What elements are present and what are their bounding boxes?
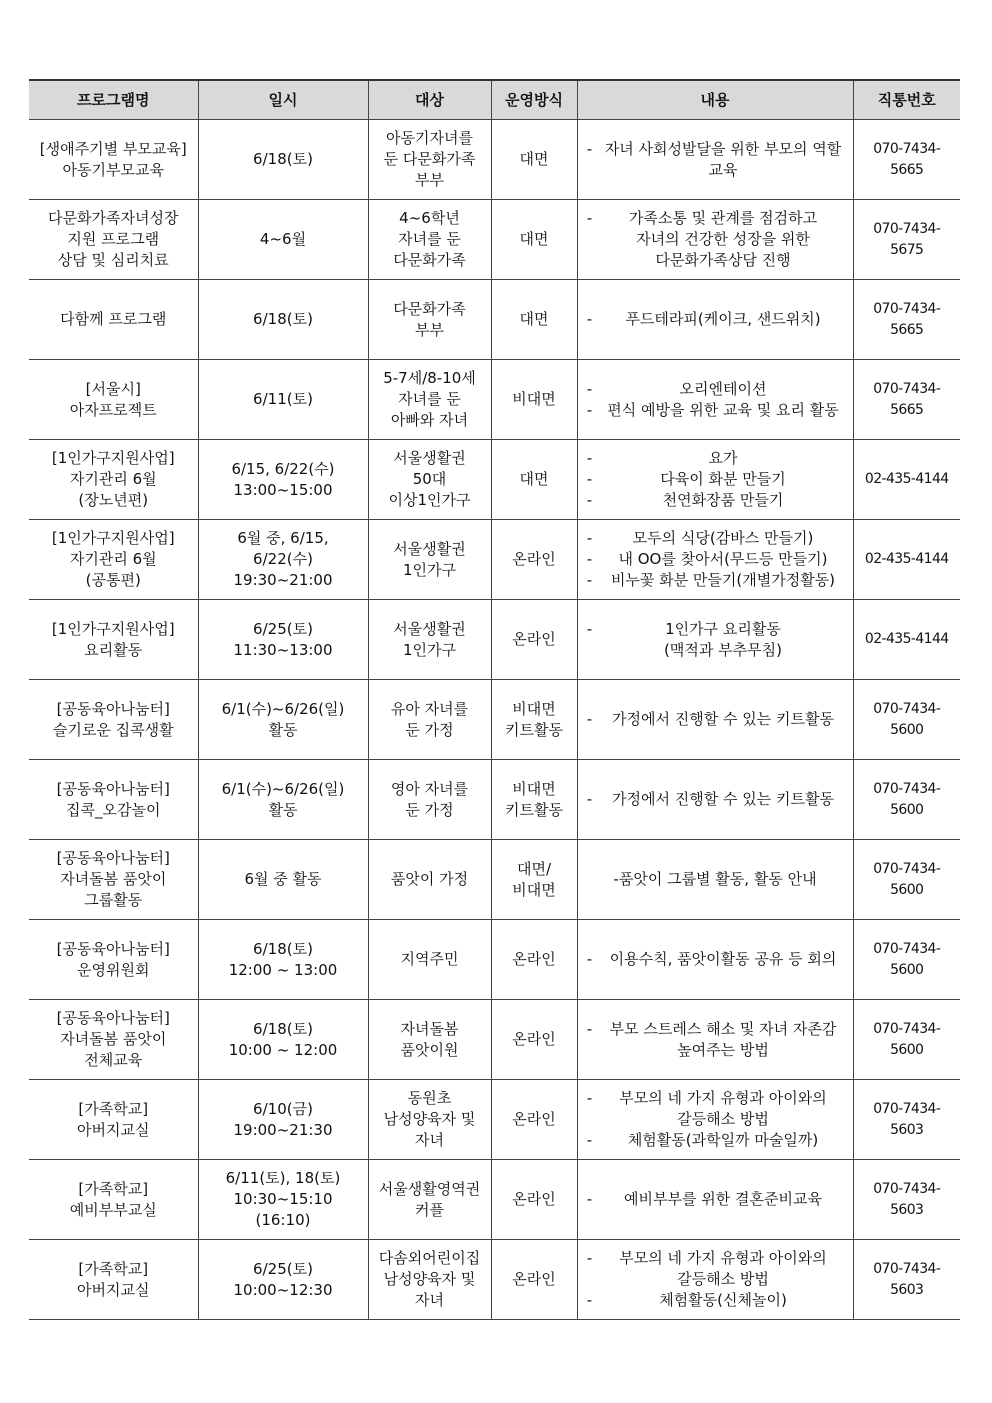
bullet-dash: -: [586, 209, 593, 227]
date-cell: 6/11(토): [198, 360, 368, 440]
date-cell: 6/10(금) 19:00~21:30: [198, 1080, 368, 1160]
table-row: [29, 440, 960, 520]
content-cell: [577, 840, 853, 920]
content-line: [582, 1248, 849, 1290]
content-text: 편식 예방을 위한 교육 및 요리 활동: [607, 400, 839, 419]
content-text: 이용수칙, 품앗이활동 공유 등 회의: [609, 950, 837, 968]
table-row: [29, 760, 960, 840]
content-text: 비누꽃 화분 만들기(개별가정활동): [610, 571, 836, 589]
content-line: [582, 139, 849, 181]
content-text: 내 OO를 찾아서(무드등 만들기): [618, 550, 828, 568]
bullet-dash: -: [586, 310, 593, 328]
table-row: [29, 840, 960, 920]
content-line: [582, 1019, 849, 1061]
content-text: 자녀 사회성발달을 위한 부모의 역할 교육: [604, 139, 842, 179]
mode-cell: 온라인: [491, 920, 577, 1000]
content-text: 가정에서 진행할 수 있는 키트활동: [612, 710, 834, 728]
target-cell: 품앗이 가정: [368, 840, 491, 920]
bullet-dash: -: [586, 619, 593, 638]
program-name-cell: [서울시] 아자프로젝트: [29, 360, 198, 440]
date-cell: 6/25(토) 10:00~12:30: [198, 1240, 368, 1320]
table-row: [29, 1080, 960, 1160]
date-cell: 6/1(수)~6/26(일) 활동: [198, 760, 368, 840]
table-header: [29, 80, 960, 120]
content-cell: [577, 1160, 853, 1240]
content-cell: [577, 1240, 853, 1320]
target-cell: 아동기자녀를 둔 다문화가족 부부: [368, 120, 491, 200]
phone-cell: 070-7434-5600: [853, 680, 960, 760]
bullet-dash: -: [586, 1291, 593, 1309]
content-text: 예비부부를 위한 결혼준비교육: [624, 1190, 822, 1208]
content-line: [582, 490, 849, 511]
program-name-cell: [가족학교] 아버지교실: [29, 1080, 198, 1160]
program-name-cell: [1인가구지원사업] 요리활동: [29, 600, 198, 680]
phone-cell: 070-7434-5600: [853, 920, 960, 1000]
program-schedule-table: [29, 79, 960, 1320]
date-cell: 6/15, 6/22(수) 13:00~15:00: [198, 440, 368, 520]
target-cell: 유아 자녀를 둔 가정: [368, 680, 491, 760]
phone-cell: 02-435-4144: [853, 600, 960, 680]
content-text: 천연화장품 만들기: [662, 491, 784, 509]
phone-cell: 070-7434-5603: [853, 1080, 960, 1160]
mode-cell: 온라인: [491, 600, 577, 680]
content-line: [582, 570, 849, 591]
date-cell: 6/11(토), 18(토) 10:30~15:10 (16:10): [198, 1160, 368, 1240]
content-line: [582, 869, 849, 890]
content-line: [582, 469, 849, 490]
program-name-cell: [1인가구지원사업] 자기관리 6월 (장노년편): [29, 440, 198, 520]
date-cell: 6월 중 활동: [198, 840, 368, 920]
bullet-dash: -: [586, 491, 593, 509]
content-cell: [577, 1000, 853, 1080]
phone-cell: 070-7434-5675: [853, 200, 960, 280]
target-cell: 서울생활권 1인가구: [368, 600, 491, 680]
bullet-dash: -: [586, 379, 593, 398]
mode-cell: 온라인: [491, 1000, 577, 1080]
mode-cell: 온라인: [491, 1240, 577, 1320]
phone-cell: 02-435-4144: [853, 520, 960, 600]
bullet-dash: -: [586, 550, 593, 568]
mode-cell: 대면/ 비대면: [491, 840, 577, 920]
phone-cell: 070-7434-5665: [853, 120, 960, 200]
table-body: [29, 120, 960, 1320]
program-name-cell: [공동육아나눔터] 자녀돌봄 품앗이 전체교육: [29, 1000, 198, 1080]
content-line: [582, 528, 849, 549]
content-cell: [577, 520, 853, 600]
bullet-dash: -: [586, 1190, 593, 1208]
content-line: [582, 1130, 849, 1151]
target-cell: 서울생활영역권 커플: [368, 1160, 491, 1240]
target-cell: 다문화가족 부부: [368, 280, 491, 360]
date-cell: 4~6월: [198, 200, 368, 280]
bullet-dash: -: [586, 400, 593, 419]
content-text: 가족소통 및 관계를 점검하고 자녀의 건강한 성장을 위한 다문화가족상담 진행: [628, 209, 818, 269]
content-text: 부모 스트레스 해소 및 자녀 자존감 높여주는 방법: [609, 1019, 837, 1059]
content-cell: [577, 120, 853, 200]
program-name-cell: [공동육아나눔터] 집콕_오감놀이: [29, 760, 198, 840]
header-mode: 운영방식: [491, 80, 577, 120]
date-cell: 6/25(토) 11:30~13:00: [198, 600, 368, 680]
content-cell: [577, 280, 853, 360]
bullet-dash: -: [586, 449, 593, 467]
content-line: [582, 309, 849, 330]
header-phone: 직통번호: [853, 80, 960, 120]
content-cell: [577, 680, 853, 760]
content-line: [582, 549, 849, 570]
content-text: 체험활동(신체놀이): [659, 1291, 787, 1309]
content-line: [582, 789, 849, 810]
bullet-dash: -: [586, 1089, 593, 1107]
target-cell: 동원초 남성양육자 및 자녀: [368, 1080, 491, 1160]
table-row: [29, 1000, 960, 1080]
phone-cell: 070-7434-5665: [853, 280, 960, 360]
target-cell: 자녀돌봄 품앗이원: [368, 1000, 491, 1080]
program-name-cell: [가족학교] 아버지교실: [29, 1240, 198, 1320]
mode-cell: 온라인: [491, 520, 577, 600]
target-cell: 4~6학년 자녀를 둔 다문화가족: [368, 200, 491, 280]
phone-cell: 070-7434-5603: [853, 1240, 960, 1320]
content-text: 체험활동(과학일까 마술일까): [627, 1131, 819, 1149]
content-line: [582, 1189, 849, 1210]
mode-cell: 대면: [491, 440, 577, 520]
mode-cell: 대면: [491, 120, 577, 200]
phone-cell: 070-7434-5603: [853, 1160, 960, 1240]
content-text: 오리엔테이션: [679, 379, 767, 398]
mode-cell: 비대면 키트활동: [491, 680, 577, 760]
program-name-cell: [공동육아나눔터] 운영위원회: [29, 920, 198, 1000]
content-text: 가정에서 진행할 수 있는 키트활동: [612, 790, 834, 808]
target-cell: 서울생활권 50대 이상1인가구: [368, 440, 491, 520]
phone-cell: 070-7434-5600: [853, 840, 960, 920]
date-cell: 6월 중, 6/15, 6/22(수) 19:30~21:00: [198, 520, 368, 600]
content-line: [582, 619, 849, 661]
table-row: [29, 120, 960, 200]
bullet-dash: -: [586, 139, 593, 158]
table-row: [29, 280, 960, 360]
target-cell: 다솜외어린이집 남성양육자 및 자녀: [368, 1240, 491, 1320]
content-line: [582, 379, 849, 400]
bullet-dash: -: [586, 470, 593, 488]
header-date: 일시: [198, 80, 368, 120]
header-content: 내용: [577, 80, 853, 120]
content-cell: [577, 1080, 853, 1160]
header-target: 대상: [368, 80, 491, 120]
date-cell: 6/18(토): [198, 280, 368, 360]
target-cell: 5-7세/8-10세 자녀를 둔 아빠와 자녀: [368, 360, 491, 440]
content-cell: [577, 360, 853, 440]
content-cell: [577, 600, 853, 680]
table-row: [29, 520, 960, 600]
header-row: [29, 80, 960, 120]
mode-cell: 비대면: [491, 360, 577, 440]
content-line: [582, 400, 849, 421]
content-line: [582, 709, 849, 730]
target-cell: 서울생활권 1인가구: [368, 520, 491, 600]
table-row: [29, 1240, 960, 1320]
table-row: [29, 600, 960, 680]
program-name-cell: [1인가구지원사업] 자기관리 6월 (공통편): [29, 520, 198, 600]
content-text: 모두의 식당(감바스 만들기): [632, 529, 814, 547]
program-name-cell: [가족학교] 예비부부교실: [29, 1160, 198, 1240]
bullet-dash: -: [586, 1131, 593, 1149]
content-text: 요가: [708, 449, 738, 467]
program-name-cell: [공동육아나눔터] 자녀돌봄 품앗이 그룹활동: [29, 840, 198, 920]
content-line: [582, 208, 849, 271]
bullet-dash: -: [586, 529, 593, 547]
date-cell: 6/18(토) 12:00 ~ 13:00: [198, 920, 368, 1000]
content-line: [582, 1088, 849, 1130]
table-row: [29, 920, 960, 1000]
content-cell: [577, 760, 853, 840]
content-line: [582, 1290, 849, 1311]
phone-cell: 02-435-4144: [853, 440, 960, 520]
bullet-dash: -: [586, 710, 593, 728]
program-name-cell: 다함께 프로그램: [29, 280, 198, 360]
mode-cell: 대면: [491, 280, 577, 360]
bullet-dash: -: [586, 571, 593, 589]
content-cell: [577, 200, 853, 280]
table-row: [29, 360, 960, 440]
mode-cell: 대면: [491, 200, 577, 280]
content-cell: [577, 920, 853, 1000]
table-row: [29, 680, 960, 760]
phone-cell: 070-7434-5600: [853, 760, 960, 840]
mode-cell: 비대면 키트활동: [491, 760, 577, 840]
content-text: 푸드테라피(케이크, 샌드위치): [625, 310, 821, 328]
bullet-dash: -: [586, 1249, 593, 1267]
bullet-dash: -: [586, 1019, 593, 1038]
mode-cell: 온라인: [491, 1160, 577, 1240]
content-line: [582, 949, 849, 970]
target-cell: 지역주민: [368, 920, 491, 1000]
content-text: 부모의 네 가지 유형과 아이와의 갈등해소 방법: [619, 1249, 827, 1288]
header-program: 프로그램명: [29, 80, 198, 120]
mode-cell: 온라인: [491, 1080, 577, 1160]
content-text: -품앗이 그룹별 활동, 활동 안내: [613, 870, 817, 888]
date-cell: 6/18(토) 10:00 ~ 12:00: [198, 1000, 368, 1080]
content-line: [582, 448, 849, 469]
bullet-dash: -: [586, 950, 593, 968]
phone-cell: 070-7434-5665: [853, 360, 960, 440]
program-name-cell: [공동육아나눔터] 슬기로운 집콕생활: [29, 680, 198, 760]
date-cell: 6/1(수)~6/26(일) 활동: [198, 680, 368, 760]
content-text: 부모의 네 가지 유형과 아이와의 갈등해소 방법: [619, 1089, 827, 1128]
date-cell: 6/18(토): [198, 120, 368, 200]
target-cell: 영아 자녀를 둔 가정: [368, 760, 491, 840]
content-cell: [577, 440, 853, 520]
program-name-cell: 다문화가족자녀성장 지원 프로그램 상담 및 심리치료: [29, 200, 198, 280]
program-name-cell: [생애주기별 부모교육] 아동기부모교육: [29, 120, 198, 200]
table-row: [29, 200, 960, 280]
content-text: 1인가구 요리활동 (맥적과 부추무침): [664, 619, 782, 659]
table-row: [29, 1160, 960, 1240]
content-text: 다육이 화분 만들기: [660, 470, 786, 488]
phone-cell: 070-7434-5600: [853, 1000, 960, 1080]
bullet-dash: -: [586, 790, 593, 808]
